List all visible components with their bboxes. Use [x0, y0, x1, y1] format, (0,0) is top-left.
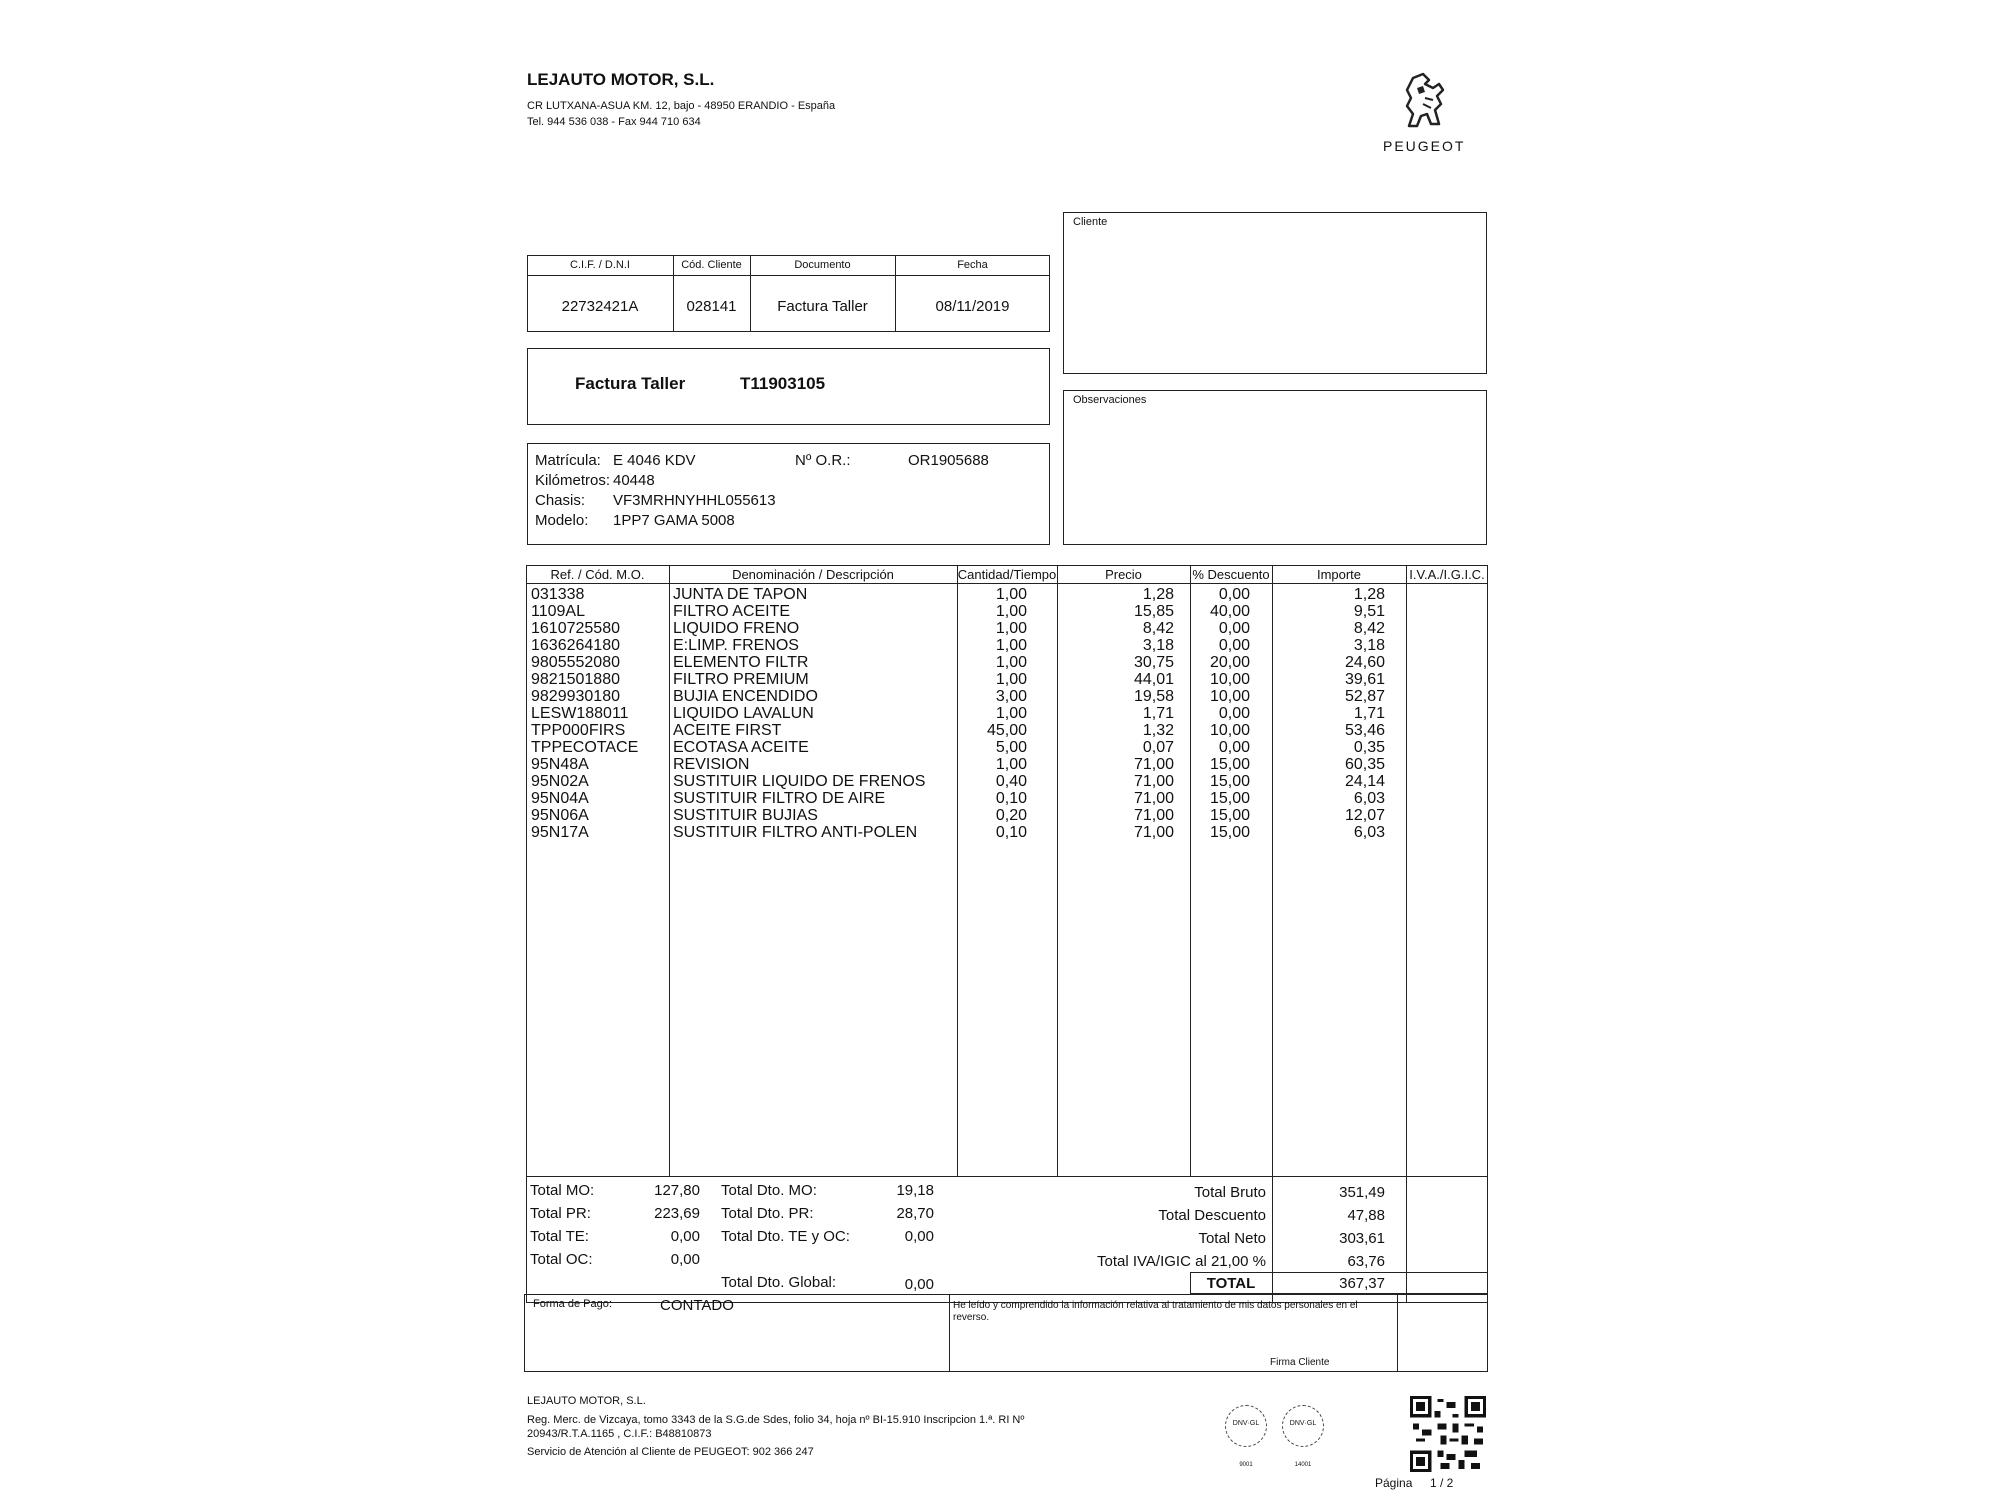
footer-service: Servicio de Atención al Cliente de PEUGEOT: 902 366 247 [527, 1446, 814, 1458]
amount-cell: 6,03 [1353, 790, 1385, 807]
info-header-fecha: Fecha [957, 259, 988, 271]
info-value-fecha: 08/11/2019 [935, 298, 1010, 315]
cliente-box [1063, 212, 1487, 374]
info-header-cif: C.I.F. / D.N.I [570, 259, 630, 271]
info-value-cif: 22732421A [561, 298, 639, 315]
description-cell: JUNTA DE TAPON [673, 586, 808, 603]
dto-mo-label: Total Dto. MO: [721, 1182, 817, 1199]
header-qty: Cantidad/Tiempo [957, 567, 1057, 582]
discount-cell: 0,00 [1218, 705, 1250, 722]
cert-badge-1-code: 9001 [1239, 1462, 1253, 1468]
price-column [1057, 586, 1174, 841]
quantity-cell: 0,10 [995, 790, 1027, 807]
header-price: Precio [1105, 567, 1142, 582]
cert-badge-2-label: DNV·GL [1289, 1420, 1317, 1427]
total-bruto-label: Total Bruto [1194, 1184, 1266, 1201]
amount-cell: 1,71 [1353, 705, 1385, 722]
ref-cell: TPPECOTACE [531, 739, 639, 756]
header-discount: % Descuento [1192, 567, 1270, 582]
description-cell: LIQUIDO LAVALUN [673, 705, 814, 722]
header-ref: Ref. / Cód. M.O. [550, 567, 645, 582]
quantity-cell: 1,00 [995, 705, 1027, 722]
description-cell: ELEMENTO FILTR [673, 654, 809, 671]
ref-cell: 1109AL [531, 603, 585, 620]
description-cell: E:LIMP. FRENOS [673, 637, 799, 654]
description-cell: SUSTITUIR LIQUIDO DE FRENOS [673, 773, 926, 790]
footer-registry-1: Reg. Merc. de Vizcaya, tomo 3343 de la S.G.de Sdes, folio 34, hoja nº BI-15.910 Inscripcion 1.ª. RI Nº [527, 1414, 1025, 1426]
price-cell: 19,58 [1133, 688, 1174, 705]
discount-cell: 15,00 [1209, 807, 1250, 824]
signature-label: Firma Cliente [1270, 1357, 1330, 1368]
ref-cell: 031338 [531, 586, 585, 603]
amount-cell: 0,35 [1353, 739, 1385, 756]
invoice-number: T11903105 [740, 374, 826, 393]
total-iva-value: 63,76 [1347, 1253, 1385, 1270]
price-cell: 3,18 [1142, 637, 1174, 654]
amount-cell: 1,28 [1353, 586, 1385, 603]
ref-cell: 95N48A [531, 756, 589, 773]
discount-cell: 0,00 [1218, 739, 1250, 756]
price-cell: 15,85 [1133, 603, 1174, 620]
discount-cell: 15,00 [1209, 790, 1250, 807]
info-value-cod: 028141 [686, 298, 737, 315]
total-bruto-value: 351,49 [1339, 1184, 1385, 1201]
ref-cell: 1610725580 [531, 620, 620, 637]
total-oc-value: 0,00 [670, 1251, 700, 1268]
quantity-cell: 5,00 [995, 739, 1027, 756]
quantity-cell: 0,20 [995, 807, 1027, 824]
description-cell: SUSTITUIR BUJIAS [673, 807, 818, 824]
or-value: OR1905688 [908, 452, 989, 469]
quantity-column [957, 586, 1027, 841]
quantity-cell: 1,00 [995, 654, 1027, 671]
description-cell: FILTRO ACEITE [673, 603, 791, 620]
price-cell: 71,00 [1133, 824, 1174, 841]
ref-cell: 95N04A [531, 790, 589, 807]
price-cell: 0,07 [1142, 739, 1174, 756]
quantity-cell: 1,00 [995, 586, 1027, 603]
payment-value: CONTADO [660, 1297, 734, 1314]
discount-cell: 10,00 [1209, 671, 1250, 688]
quantity-cell: 1,00 [995, 756, 1027, 773]
grand-total-value: 367,37 [1339, 1275, 1385, 1292]
quantity-cell: 1,00 [995, 620, 1027, 637]
amount-cell: 8,42 [1353, 620, 1385, 637]
matricula-value: E 4046 KDV [613, 452, 696, 469]
chasis-value: VF3MRHNYHHL055613 [613, 492, 776, 509]
quantity-cell: 1,00 [995, 603, 1027, 620]
quantity-cell: 1,00 [995, 671, 1027, 688]
modelo-label: Modelo: [535, 512, 589, 529]
km-label: Kilómetros: [535, 472, 611, 489]
company-name: LEJAUTO MOTOR, S.L. [527, 70, 715, 89]
quantity-cell: 3,00 [995, 688, 1027, 705]
description-cell: ACEITE FIRST [673, 722, 782, 739]
amount-cell: 52,87 [1344, 688, 1385, 705]
header-iva: I.V.A./I.G.I.C. [1409, 567, 1485, 582]
price-cell: 71,00 [1133, 807, 1174, 824]
total-te-value: 0,00 [670, 1228, 700, 1245]
total-pr-value: 223,69 [654, 1205, 700, 1222]
footer-registry-2: 20943/R.T.A.1165 , C.I.F.: B48810873 [527, 1428, 712, 1440]
discount-cell: 10,00 [1209, 688, 1250, 705]
amount-cell: 24,14 [1344, 773, 1385, 790]
privacy-text: He leído y comprendido la información relativa al tratamiento de mis datos personales en el reverso. [953, 1300, 1358, 1323]
description-cell: SUSTITUIR FILTRO ANTI-POLEN [673, 824, 918, 841]
dto-pr-value: 28,70 [896, 1205, 934, 1222]
peugeot-lion-icon [1395, 70, 1455, 132]
cliente-label: Cliente [1073, 216, 1108, 228]
info-value-doc: Factura Taller [777, 298, 868, 315]
discount-cell: 0,00 [1218, 637, 1250, 654]
ref-cell: 95N17A [531, 824, 589, 841]
page-label: Página [1375, 1476, 1413, 1490]
description-cell: SUSTITUIR FILTRO DE AIRE [673, 790, 886, 807]
company-address: CR LUTXANA-ASUA KM. 12, bajo - 48950 ERANDIO - España [527, 100, 836, 112]
discount-cell: 0,00 [1218, 586, 1250, 603]
ref-column [531, 586, 638, 841]
payment-label: Forma de Pago: [533, 1298, 612, 1310]
cert-badge-2-code: 14001 [1294, 1462, 1312, 1468]
brand-name: PEUGEOT [1383, 138, 1466, 154]
total-pr-label: Total PR: [530, 1205, 591, 1222]
description-cell: REVISION [673, 756, 750, 773]
header-desc: Denominación / Descripción [732, 567, 894, 582]
ref-cell: 95N06A [531, 807, 589, 824]
total-mo-value: 127,80 [654, 1182, 700, 1199]
amount-cell: 60,35 [1344, 756, 1385, 773]
discount-column [1190, 586, 1250, 841]
quantity-cell: 45,00 [986, 722, 1027, 739]
price-cell: 1,32 [1142, 722, 1174, 739]
ref-cell: 9829930180 [531, 688, 620, 705]
dto-teoc-value: 0,00 [904, 1228, 934, 1245]
footer-company: LEJAUTO MOTOR, S.L. [527, 1395, 646, 1407]
dto-global-label: Total Dto. Global: [721, 1274, 837, 1291]
total-te-label: Total TE: [530, 1228, 589, 1245]
ref-cell: 1636264180 [531, 637, 620, 654]
total-neto-value: 303,61 [1339, 1230, 1385, 1247]
ref-cell: TPP000FIRS [531, 722, 626, 739]
total-descuento-value: 47,88 [1347, 1207, 1385, 1224]
discount-cell: 0,00 [1218, 620, 1250, 637]
total-oc-label: Total OC: [530, 1251, 593, 1268]
discount-cell: 15,00 [1209, 756, 1250, 773]
amount-cell: 53,46 [1344, 722, 1385, 739]
price-cell: 30,75 [1133, 654, 1174, 671]
price-cell: 71,00 [1133, 790, 1174, 807]
chasis-label: Chasis: [535, 492, 586, 509]
quantity-cell: 0,10 [995, 824, 1027, 841]
description-cell: ECOTASA ACEITE [673, 739, 809, 756]
price-cell: 8,42 [1142, 620, 1174, 637]
qr-code-icon [1410, 1396, 1486, 1472]
amount-cell: 24,60 [1344, 654, 1385, 671]
discount-cell: 20,00 [1209, 654, 1250, 671]
info-header-cod: Cód. Cliente [681, 259, 742, 271]
invoice-type: Factura Taller [575, 374, 686, 393]
discount-cell: 10,00 [1209, 722, 1250, 739]
discount-cell: 15,00 [1209, 773, 1250, 790]
amount-cell: 3,18 [1353, 637, 1385, 654]
price-cell: 71,00 [1133, 756, 1174, 773]
price-cell: 44,01 [1133, 671, 1174, 688]
dto-teoc-label: Total Dto. TE y OC: [721, 1228, 850, 1245]
amount-cell: 6,03 [1353, 824, 1385, 841]
grand-total-label: TOTAL [1206, 1275, 1256, 1292]
description-cell: BUJIA ENCENDIDO [673, 688, 818, 705]
amount-cell: 9,51 [1353, 603, 1385, 620]
amount-cell: 12,07 [1344, 807, 1385, 824]
observaciones-label: Observaciones [1073, 394, 1147, 406]
price-cell: 1,71 [1142, 705, 1174, 722]
total-neto-label: Total Neto [1198, 1230, 1266, 1247]
description-cell: FILTRO PREMIUM [673, 671, 809, 688]
discount-cell: 15,00 [1209, 824, 1250, 841]
ref-cell: LESW188011 [531, 705, 629, 722]
observaciones-box [1063, 390, 1487, 545]
total-descuento-label: Total Descuento [1158, 1207, 1266, 1224]
dto-pr-label: Total Dto. PR: [721, 1205, 814, 1222]
company-phone: Tel. 944 536 038 - Fax 944 710 634 [527, 116, 701, 128]
quantity-cell: 1,00 [995, 637, 1027, 654]
ref-cell: 9821501880 [531, 671, 620, 688]
quantity-cell: 0,40 [995, 773, 1027, 790]
or-label: Nº O.R.: [795, 452, 851, 469]
page-number: 1 / 2 [1430, 1476, 1454, 1490]
ref-cell: 9805552080 [531, 654, 620, 671]
matricula-label: Matrícula: [535, 452, 601, 469]
dto-mo-value: 19,18 [896, 1182, 934, 1199]
ref-cell: 95N02A [531, 773, 589, 790]
amount-cell: 39,61 [1344, 671, 1385, 688]
discount-cell: 40,00 [1209, 603, 1250, 620]
total-iva-label: Total IVA/IGIC al 21,00 % [1097, 1253, 1266, 1270]
price-cell: 71,00 [1133, 773, 1174, 790]
description-cell: LIQUIDO FRENO [673, 620, 800, 637]
total-mo-label: Total MO: [530, 1182, 595, 1199]
header-amount: Importe [1316, 567, 1362, 582]
dto-global-value: 0,00 [904, 1276, 934, 1293]
amount-column [1272, 586, 1385, 841]
km-value: 40448 [613, 472, 655, 489]
info-header-doc: Documento [794, 259, 851, 271]
cert-badge-1-label: DNV·GL [1232, 1420, 1260, 1427]
price-cell: 1,28 [1142, 586, 1174, 603]
description-column [673, 586, 925, 841]
modelo-value: 1PP7 GAMA 5008 [613, 512, 735, 529]
